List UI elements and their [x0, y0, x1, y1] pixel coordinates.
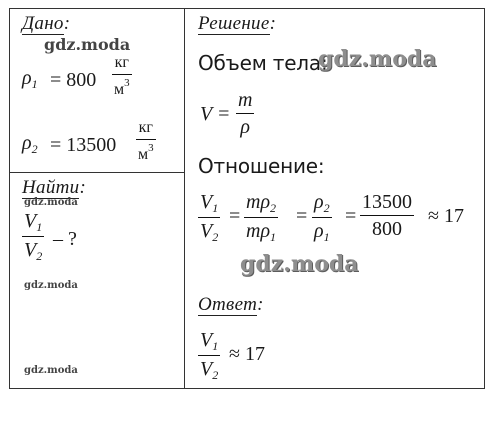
rho2-unit [136, 120, 156, 163]
ratio-mrho2 [244, 192, 278, 214]
fraction-bar [312, 217, 332, 218]
watermark: gdz.moda [24, 280, 78, 291]
answer-v1-index: 1 [212, 339, 219, 353]
ratio-frac-v [198, 192, 220, 243]
ratio-800: 800 [372, 218, 402, 240]
volume-lhs: V = [200, 103, 231, 125]
rho2-unit-den [136, 143, 156, 163]
ratio-v1-index: 1 [212, 201, 219, 215]
ratio-v1-letter: V [200, 191, 213, 213]
rho1-index: 1 [31, 77, 38, 91]
rho1-unit-den-pow: 3 [124, 77, 130, 89]
fraction-bar [360, 215, 414, 216]
watermark: gdz.moda [240, 251, 359, 277]
given-heading-text: Дано [22, 13, 64, 34]
find-num-letter: V [24, 210, 37, 232]
solution-heading-text: Решение [198, 13, 270, 34]
answer-heading [198, 295, 264, 314]
find-num-index: 1 [36, 220, 43, 234]
fraction-bar [198, 217, 220, 218]
find-heading [22, 178, 86, 197]
solution-heading [198, 14, 276, 33]
find-question: – ? [53, 228, 77, 250]
ratio-v2-index: 2 [212, 230, 219, 244]
given-heading [22, 14, 70, 33]
rho2-unit-num: кг [138, 119, 153, 136]
watermark: gdz.moda [24, 365, 78, 376]
ratio-rho1-letter: ρ [314, 220, 324, 242]
rho2-unit-den-pow: 3 [148, 142, 154, 154]
ratio-rho2 [312, 192, 332, 214]
rho1-unit [112, 55, 132, 98]
ratio-mrho2-letters: mρ [246, 191, 271, 213]
ratio-rho1-index: 1 [323, 230, 330, 244]
ratio-rho2-letter: ρ [314, 191, 324, 213]
fraction-bar [236, 113, 254, 114]
rho2-letter: ρ [22, 132, 32, 154]
rho1-symbol [22, 68, 38, 90]
rho1-unit-den-base: м [114, 81, 125, 98]
volume-label: Объем тела: [198, 51, 328, 75]
ratio-v2-letter: V [200, 220, 213, 242]
answer-v2 [198, 359, 220, 381]
rho1-unit-num: кг [114, 54, 129, 71]
ratio-eq1: = [229, 205, 241, 227]
watermark: gdz.moda [318, 46, 437, 72]
answer-fraction [198, 330, 220, 381]
fraction-bar [244, 217, 278, 218]
answer-heading-text: Ответ [198, 294, 258, 315]
frame-right [484, 8, 485, 389]
rho1-value: = 800 [50, 69, 97, 91]
find-den [22, 240, 44, 262]
find-heading-text: Найти [22, 177, 80, 198]
ratio-label: Отношение: [198, 154, 325, 178]
column-divider [184, 8, 185, 389]
answer-v2-letter: V [200, 358, 213, 380]
rho1-unit-den [112, 78, 132, 98]
ratio-frac-mrho [244, 192, 278, 243]
frame-left [9, 8, 10, 389]
ratio-mrho1-index: 1 [270, 230, 277, 244]
ratio-eq2: = [296, 205, 308, 227]
find-heading-colon: : [79, 177, 87, 198]
ratio-mrho1 [244, 221, 278, 243]
volume-den: ρ [240, 116, 251, 138]
given-heading-colon: : [63, 13, 71, 34]
ratio-13500: 13500 [362, 191, 412, 213]
answer-v1 [198, 330, 220, 352]
ratio-result: ≈ 17 [428, 205, 464, 227]
frame-top [9, 8, 485, 9]
ratio-v2 [198, 221, 220, 243]
rho2-unit-den-base: м [138, 146, 149, 163]
ratio-rho1 [312, 221, 332, 243]
rho1-letter: ρ [22, 67, 32, 89]
answer-v2-index: 2 [212, 368, 219, 382]
ratio-rho2-index: 2 [323, 201, 330, 215]
rho2-symbol [22, 133, 38, 155]
ratio-frac-numbers [360, 192, 414, 239]
watermark: gdz.moda [44, 35, 131, 54]
answer-v1-letter: V [200, 329, 213, 351]
fraction-bar [112, 74, 132, 75]
ratio-eq3: = [345, 205, 357, 227]
ratio-mrho1-letters: mρ [246, 220, 271, 242]
fraction-bar [136, 139, 156, 140]
volume-num: m [238, 89, 253, 111]
rho2-value: = 13500 [50, 134, 117, 156]
solution-heading-colon: : [269, 13, 277, 34]
ratio-mrho2-index: 2 [270, 201, 277, 215]
ratio-frac-rho [312, 192, 332, 243]
rho2-index: 2 [31, 142, 38, 156]
given-find-divider [9, 172, 185, 173]
fraction-bar [198, 355, 220, 356]
answer-heading-colon: : [257, 294, 264, 315]
answer-result: ≈ 17 [229, 343, 265, 365]
find-num [22, 211, 44, 233]
find-fraction [22, 211, 44, 262]
fraction-bar [22, 236, 44, 237]
frame-bottom [9, 388, 485, 389]
watermark: gdz.moda [24, 197, 78, 208]
find-den-letter: V [24, 239, 37, 261]
ratio-v1 [198, 192, 220, 214]
volume-fraction [236, 90, 254, 137]
find-den-index: 2 [36, 249, 43, 263]
